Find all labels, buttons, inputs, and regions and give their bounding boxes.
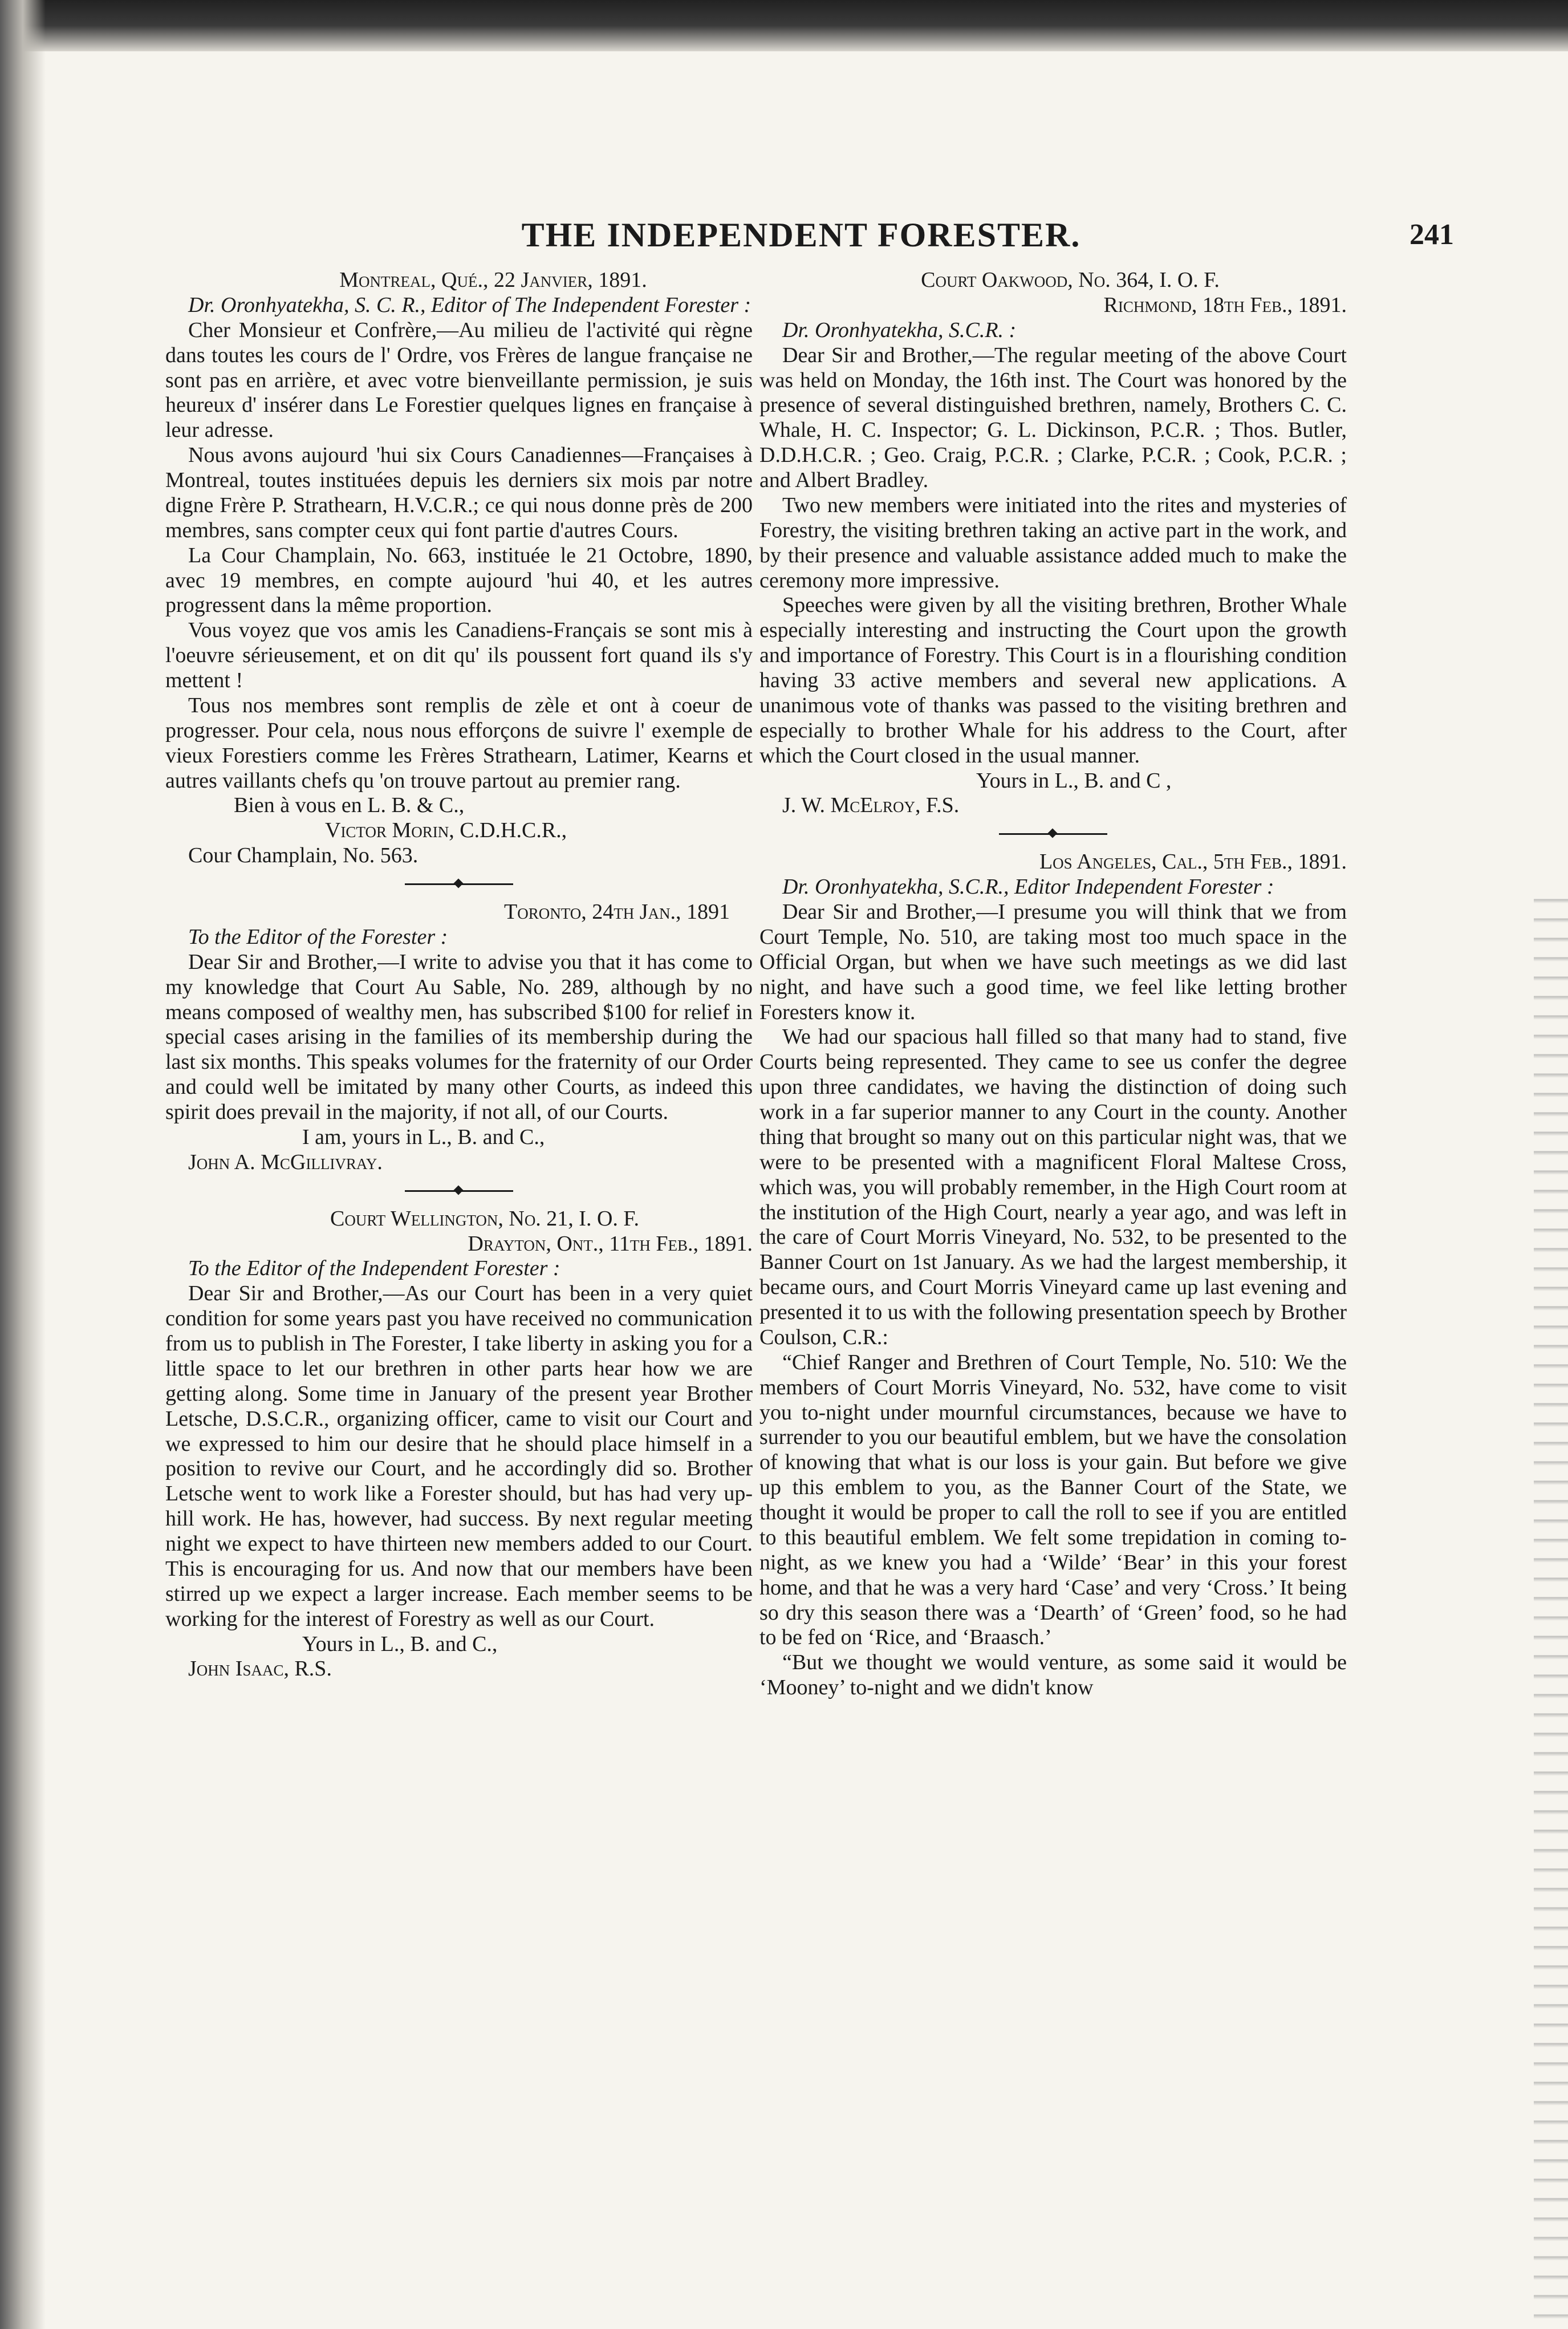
letter-los-angeles	[759, 850, 1347, 1701]
letter-drayton	[165, 1207, 753, 1682]
letter-paragraph: Speeches were given by all the visiting brethren, Brother Whale especially interesting and instructing the Court upon the growth and importance of Forestry. This Court is in a flourishing condition having 33 active members and several new applications. A unanimous vote of thanks was passed to the visiting brethren and especially to brother Whale for his address to the Court, after which the Court closed in the usual manner.	[759, 593, 1347, 768]
letter-closing: I am, yours in L., B. and C.,	[302, 1125, 545, 1149]
letter-toronto	[165, 900, 753, 1175]
letter-signature: John Isaac, R.S.	[188, 1657, 332, 1681]
section-divider	[405, 1190, 513, 1192]
letter-signature: J. W. McElroy, F.S.	[782, 793, 960, 818]
letter-dateline: Montreal, Qué., 22 Janvier, 1891.	[339, 268, 647, 292]
section-divider	[405, 883, 513, 885]
letter-court: Court Oakwood, No. 364, I. O. F.	[921, 268, 1220, 292]
letter-signature: John A. McGillivray.	[188, 1150, 383, 1174]
scan-border-top	[0, 0, 1568, 51]
letter-signature-line2: Cour Champlain, No. 563.	[188, 843, 419, 868]
letter-paragraph: Dear Sir and Brother,—As our Court has been in a very quiet condition for some years past you have received no communication from us to publish in The Forester, I take liberty in asking you for a little space to let our brethren in other parts hear how we are getting along. Some time in January of the present year Brother Letsche, D.S.C.R., organizing officer, came to visit our Court and we expressed to him our desire that he should place himself in a position to revive our Court, and he accordingly did so. Brother Letsche went to work like a Forester should, but has had very up-hill work. He has, however, had success. By next regular meeting night we expect to have thirteen new members added to our Court. This is encouraging for us. And now that our members have been stirred up we expect a larger increase. Each member seems to be working for the interest of Forestry as well as our Court.	[165, 1281, 753, 1631]
right-column	[759, 268, 1347, 1701]
letter-dateline: Drayton, Ont., 11th Feb., 1891.	[468, 1231, 753, 1256]
letter-paragraph: Nous avons aujourd 'hui six Cours Canadiennes—Françaises à Montreal, toutes instituées depuis les derniers six mois par notre digne Frère P. Strathearn, H.V.C.R.; ce qui nous donne près de 200 membres, sans compter ceux qui font partie d'autres Cours.	[165, 443, 753, 542]
page-title: THE INDEPENDENT FORESTER.	[521, 216, 1081, 254]
letter-closing: Yours in L., B. and C ,	[976, 768, 1172, 793]
letter-paragraph: Dear Sir and Brother,—I presume you will think that we from Court Temple, No. 510, are taking most too much space in the Official Organ, but when we have such meetings as we did last night, and have such a good time, we feel like letting brother Foresters know it.	[759, 900, 1347, 1024]
letter-signature: Victor Morin, C.D.H.C.R.,	[325, 818, 567, 843]
letter-paragraph: La Cour Champlain, No. 663, instituée le 21 Octobre, 1890, avec 19 membres, en compte aujourd 'hui 40, et les autres progressent dans la même proportion.	[165, 543, 753, 618]
letter-richmond	[759, 268, 1347, 818]
letter-montreal	[165, 268, 753, 869]
letter-paragraph: We had our spacious hall filled so that many had to stand, five Courts being represented. They came to see us confer the degree upon three candidates, we having the distinction of doing such work in a far superior manner to any Court in the county. Another thing that brought so many out on this particular night was, that we were to be presented with a magnificent Floral Maltese Cross, which was, you will probably remember, in the High Court room at the institution of the High Court, nearly a year ago, and was left in the care of Court Morris Vineyard, No. 532, to be presented to the Banner Court on 1st January. As we had the largest membership, it became ours, and Court Morris Vineyard came up last evening and presented it to us with the following presentation speech by Brother Coulson, C.R.:	[759, 1025, 1347, 1349]
section-divider	[999, 833, 1107, 835]
letter-paragraph: “Chief Ranger and Brethren of Court Temple, No. 510: We the members of Court Morris Vineyard, No. 532, have come to visit you to-night under mournful circumstances, because we have to surrender to you our beautiful emblem, but we have the consolation of knowing that what is our loss is your gain. But before we give up this emblem to you, as the Banner Court of the State, we thought it would be proper to call the roll to see if you are entitled to this beautiful emblem. We felt some trepidation in coming to-night, as we knew you had a ‘Wilde’ ‘Bear’ in this your forest home, and that he was a very hard ‘Case’ and very ‘Cross.’ It being so dry this season there was a ‘Dearth’ of ‘Green’ food, so he had to be fed on ‘Rice, and ‘Braasch.’	[759, 1350, 1347, 1650]
left-column	[165, 268, 753, 1682]
letter-dateline: Los Angeles, Cal., 5th Feb., 1891.	[1039, 850, 1347, 874]
page-number: 241	[1409, 218, 1454, 251]
scan-border-left	[0, 0, 46, 2329]
scan-edge-right	[1534, 884, 1568, 2327]
letter-paragraph: Vous voyez que vos amis les Canadiens-Français se sont mis à l'oeuvre sérieusement, et on dit qu' ils poussent fort quand ils s'y mettent !	[165, 618, 753, 692]
letter-address: Dr. Oronhyatekha, S.C.R. :	[782, 318, 1017, 342]
page-header	[148, 216, 1454, 261]
letter-paragraph: Cher Monsieur et Confrère,—Au milieu de l'activité qui règne dans toutes les cours de l' Ordre, vos Frères de langue française ne sont pas en arrière, et avec votre bienveillante permission, je suis heureux d' insérer dans Le Forestier quelques lignes en française à leur adresse.	[165, 318, 753, 443]
letter-dateline: Toronto, 24th Jan., 1891	[504, 900, 730, 924]
letter-address: To the Editor of the Forester :	[188, 924, 448, 949]
letter-paragraph: Two new members were initiated into the rites and mysteries of Forestry, the visiting brethren taking an active part in the work, and by their presence and valuable assistance added much to make the ceremony more impressive.	[759, 493, 1347, 593]
letter-closing: Yours in L., B. and C.,	[302, 1632, 498, 1656]
letter-court: Court Wellington, No. 21, I. O. F.	[330, 1206, 639, 1231]
letter-address: Dr. Oronhyatekha, S. C. R., Editor of The Independent Forester :	[188, 293, 751, 317]
letter-paragraph: Dear Sir and Brother,—The regular meeting of the above Court was held on Monday, the 16th inst. The Court was honored by the presence of several distinguished brethren, namely, Brothers C. C. Whale, H. C. Inspector; G. L. Dickinson, P.C.R. ; Thos. Butler, D.D.H.C.R. ; Geo. Craig, P.C.R. ; Clarke, P.C.R. ; Cook, P.C.R. ; and Albert Bradley.	[759, 343, 1347, 492]
letter-address: To the Editor of the Independent Forester :	[188, 1256, 560, 1281]
letter-address: Dr. Oronhyatekha, S.C.R., Editor Independent Forester :	[782, 875, 1274, 899]
letter-paragraph: Dear Sir and Brother,—I write to advise you that it has come to my knowledge that Court Au Sable, No. 289, although by no means composed of wealthy men, has subscribed $100 for relief in special cases arising in the families of its membership during the last six months. This speaks volumes for the fraternity of our Order and could well be imitated by many other Courts, as indeed this spirit does prevail in the majority, if not all, of our Courts.	[165, 950, 753, 1124]
letter-closing: Bien à vous en L. B. & C.,	[234, 793, 465, 818]
letter-paragraph: Tous nos membres sont remplis de zèle et ont à coeur de progresser. Pour cela, nous nous efforçons de suivre l' exemple de vieux Forestiers comme les Frères Strathearn, Latimer, Kearns et autres vaillants chefs qu 'on trouve partout au premier rang.	[165, 693, 753, 793]
letter-dateline: Richmond, 18th Feb., 1891.	[1103, 293, 1347, 317]
letter-paragraph: “But we thought we would venture, as some said it would be ‘Mooney’ to-night and we didn't know	[759, 1650, 1347, 1700]
